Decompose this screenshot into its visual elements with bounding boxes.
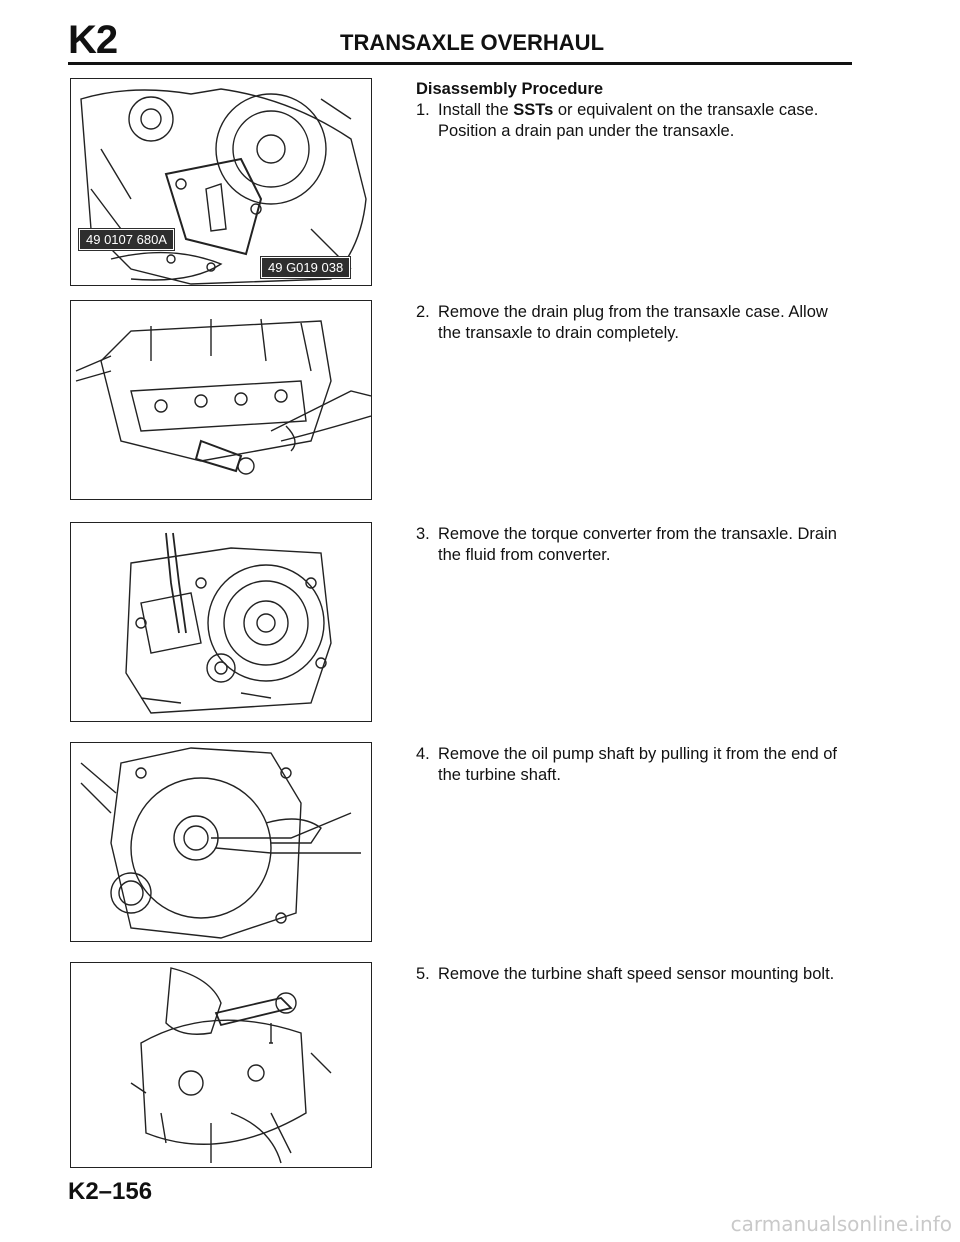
figure-drain-plug — [70, 300, 372, 500]
step-3-line-1 — [416, 524, 856, 545]
step-5 — [416, 964, 856, 985]
step-text: Remove the torque converter from the transaxle. Drain — [438, 525, 837, 543]
step-text-bold: SSTs — [513, 101, 554, 119]
step-text: Remove the oil pump shaft by pulling it from the end of — [438, 745, 837, 763]
step-1-line-1 — [416, 100, 856, 121]
step-number: 1. — [416, 101, 430, 119]
step-4-line-2: the turbine shaft. — [438, 766, 561, 784]
figure-sst-install — [70, 78, 372, 286]
page-title: TRANSAXLE OVERHAUL — [340, 30, 605, 55]
figure-torque-converter — [70, 522, 372, 722]
speed-sensor-bolt-illustration — [71, 963, 371, 1167]
step-1 — [416, 100, 856, 142]
watermark: carmanualsonline.info — [730, 1212, 952, 1236]
step-number: 5. — [416, 965, 430, 983]
figure-oil-pump-shaft — [70, 742, 372, 942]
step-3-line-2: the fluid from converter. — [438, 546, 611, 564]
sst-label-b: 49 G019 038 — [261, 257, 350, 278]
step-text: Remove the drain plug from the transaxle case. Allow — [438, 303, 828, 321]
step-1-line-2: Position a drain pan under the transaxle. — [438, 122, 735, 140]
step-2-line-2: the transaxle to drain completely. — [438, 324, 679, 342]
step-4-line-1 — [416, 744, 856, 765]
sst-label-a: 49 0107 680A — [79, 229, 174, 250]
step-text: or equivalent on the transaxle case. — [553, 101, 819, 119]
procedure-heading: Disassembly Procedure — [416, 80, 604, 98]
drain-plug-illustration — [71, 301, 371, 499]
header-rule — [68, 62, 852, 65]
torque-converter-illustration — [71, 523, 371, 721]
page-number: K2–156 — [68, 1178, 153, 1205]
transaxle-with-sst-illustration — [71, 79, 371, 285]
step-2 — [416, 302, 856, 344]
step-number: 2. — [416, 303, 430, 321]
step-5-line-1 — [416, 964, 856, 985]
step-number: 4. — [416, 745, 430, 763]
step-text: Remove the turbine shaft speed sensor mounting bolt. — [438, 965, 835, 983]
figure-speed-sensor-bolt — [70, 962, 372, 1168]
step-3 — [416, 524, 856, 566]
oil-pump-shaft-illustration — [71, 743, 371, 941]
step-number: 3. — [416, 525, 430, 543]
step-text: Install the — [438, 101, 514, 119]
step-2-line-1 — [416, 302, 856, 323]
section-code: K2 — [68, 18, 118, 62]
step-4 — [416, 744, 856, 786]
